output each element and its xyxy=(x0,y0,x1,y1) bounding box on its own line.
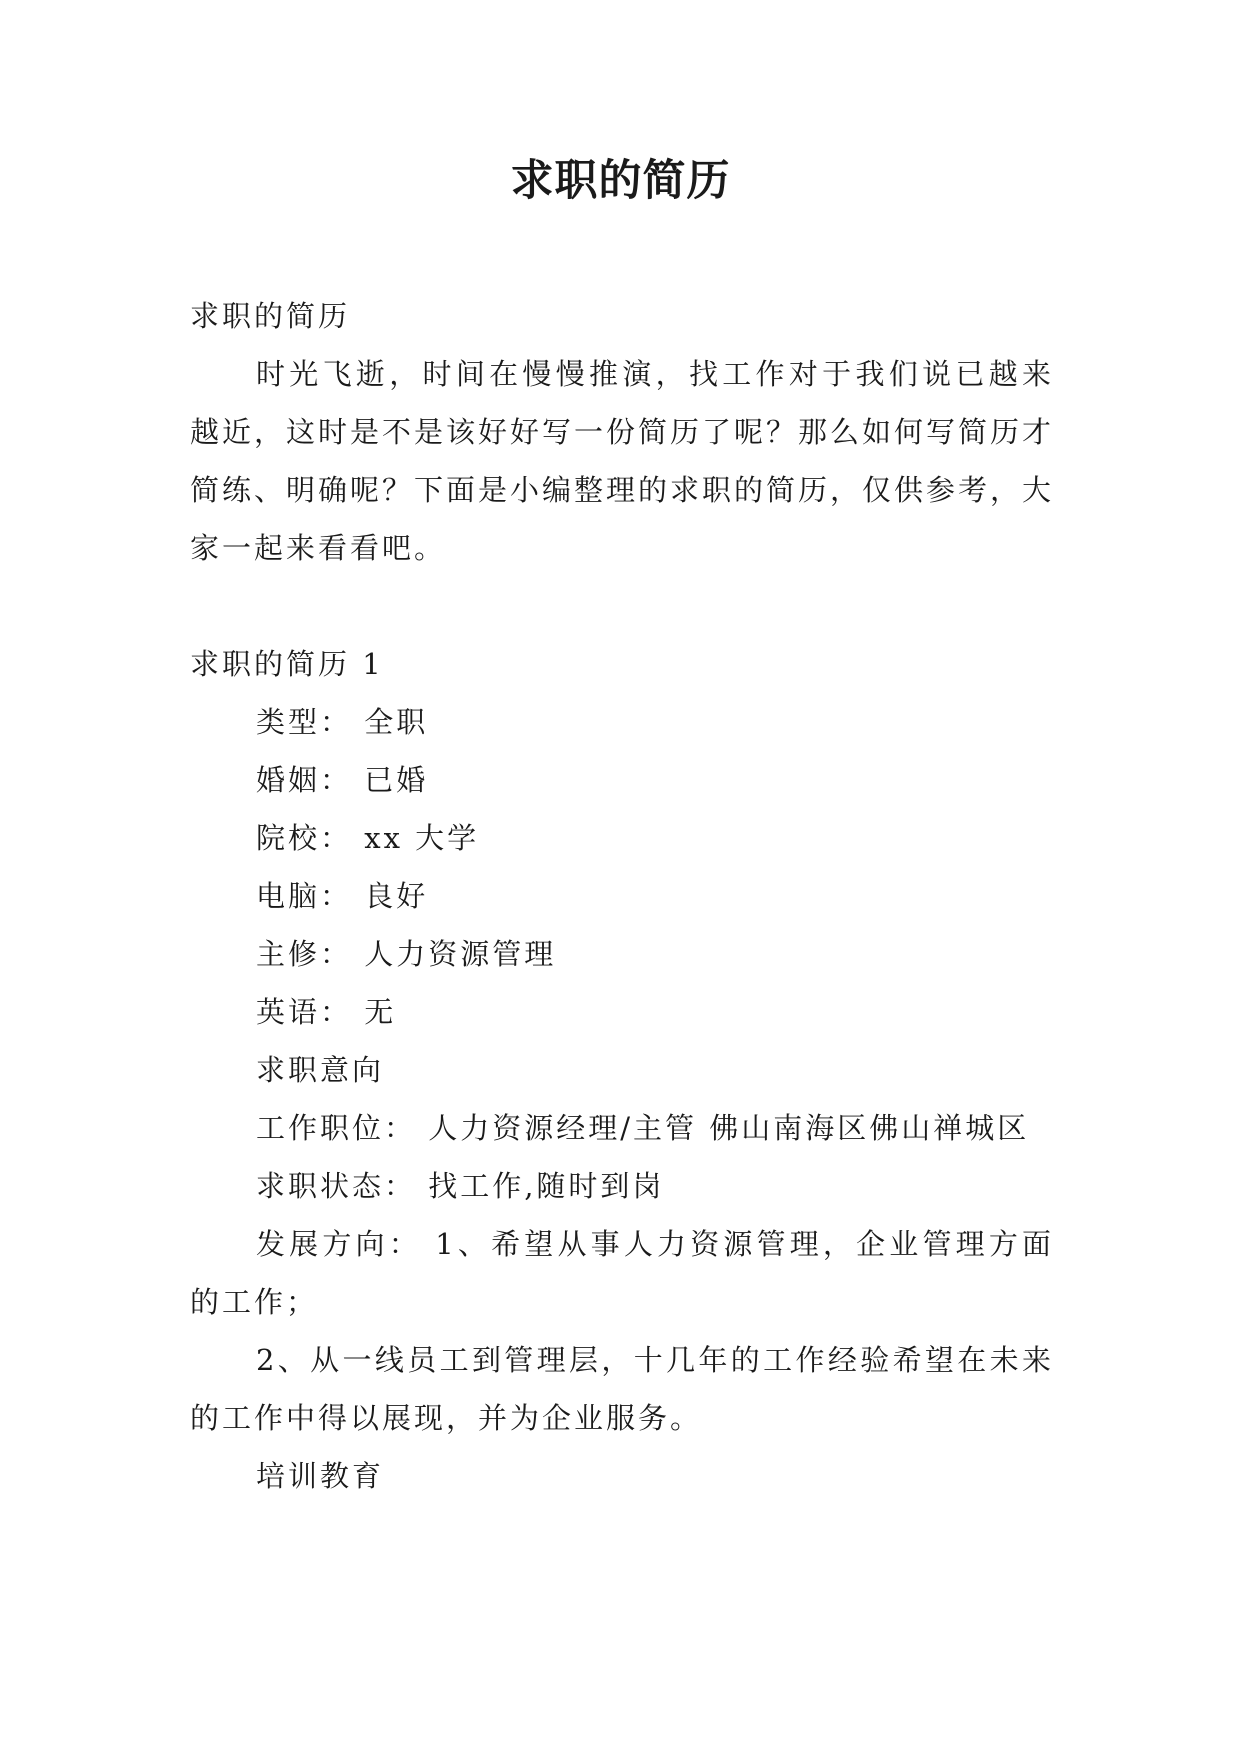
field-major: 主修： 人力资源管理 xyxy=(256,937,557,971)
field-school: 院校： xx 大学 xyxy=(256,821,480,855)
resume-section-title: 求职的简历 1 xyxy=(190,647,384,681)
field-english: 英语： 无 xyxy=(256,995,397,1029)
paragraph-gap xyxy=(190,577,1054,635)
field-marital-status: 婚姻： 已婚 xyxy=(256,763,429,797)
section-heading: 求职的简历 xyxy=(190,299,351,333)
intro-paragraph: 时光飞逝，时间在慢慢推演，找工作对于我们说已越来越近，这时是不是该好好写一份简历了呢？那么如何写简历才简练、明确呢？下面是小编整理的求职的简历，仅供参考，大家一起来看看吧。 xyxy=(190,357,1055,565)
document-title: 求职的简历 xyxy=(510,156,731,206)
field-job-position: 工作职位： 人力资源经理/主管 佛山南海区佛山禅城区 xyxy=(256,1111,1030,1145)
document-body xyxy=(190,287,1054,1505)
field-computer-skill: 电脑： 良好 xyxy=(256,879,429,913)
job-intention-heading: 求职意向 xyxy=(256,1053,385,1087)
field-career-direction: 发展方向： 1、希望从事人力资源管理，企业管理方面的工作； xyxy=(190,1227,1054,1319)
field-job-status: 求职状态： 找工作,随时到岗 xyxy=(256,1169,665,1203)
training-education-heading: 培训教育 xyxy=(256,1459,385,1493)
career-direction-item-2: 2、从一线员工到管理层，十几年的工作经验希望在未来的工作中得以展现，并为企业服务。 xyxy=(190,1343,1054,1435)
field-type: 类型： 全职 xyxy=(256,705,429,739)
